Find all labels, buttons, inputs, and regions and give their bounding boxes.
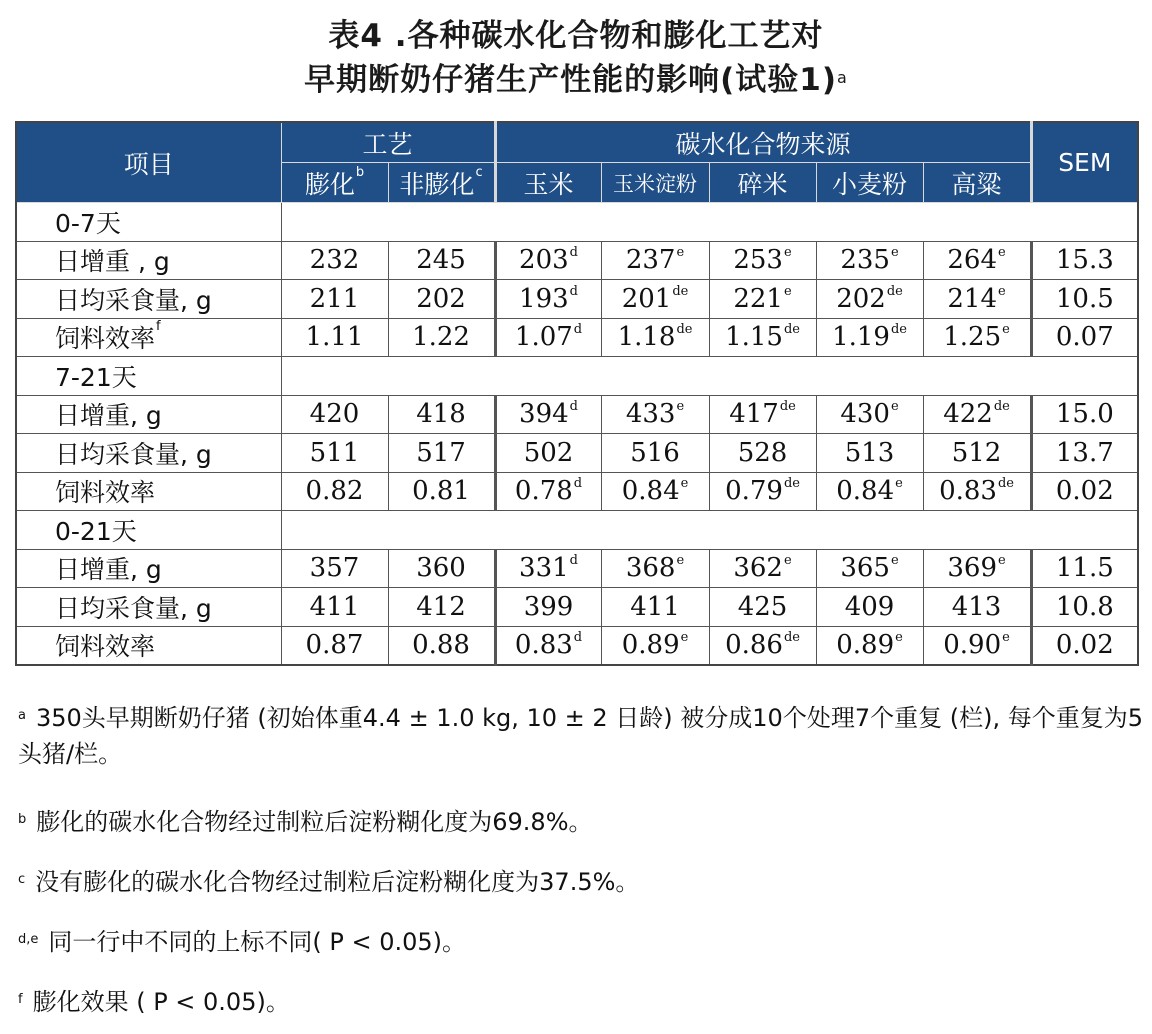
row-label: [16, 280, 281, 319]
cell-value: 0.02: [1055, 476, 1114, 507]
footnote: [18, 924, 466, 960]
table-cell: [1031, 472, 1138, 511]
cell-superscript: e: [890, 245, 899, 261]
row-label-text: 日均采食量, g: [55, 439, 212, 469]
cell-value: 360: [416, 553, 466, 584]
cell-superscript: e: [676, 245, 685, 261]
cell-value: 264: [947, 245, 997, 276]
table-cell: [601, 549, 709, 588]
cell-superscript: d: [569, 245, 578, 261]
header-col-label: 小麦粉: [832, 169, 908, 199]
header-col-6: [816, 163, 923, 203]
row-label: [16, 588, 281, 627]
header-col-label: 碎米: [737, 169, 788, 199]
row-label: [16, 472, 281, 511]
table-cell: [601, 395, 709, 434]
cell-superscript: e: [783, 283, 792, 299]
cell-superscript: e: [676, 399, 685, 415]
table-cell: [816, 549, 923, 588]
cell-value: 1.15: [725, 322, 783, 353]
table-cell: [816, 241, 923, 280]
table-body: [16, 203, 1138, 666]
table-cell: [388, 588, 495, 627]
table-cell: [923, 280, 1031, 319]
table-row: [16, 588, 1138, 627]
footnote-text: 膨化效果 ( P < 0.05)。: [32, 988, 290, 1016]
header-col-label: 高粱: [951, 169, 1002, 199]
cell-value: 202: [836, 283, 886, 314]
cell-value: 430: [840, 399, 890, 430]
cell-value: 203: [519, 245, 569, 276]
table-row: [16, 549, 1138, 588]
cell-value: 221: [733, 283, 783, 314]
table-cell: [709, 434, 816, 473]
section-row: [16, 357, 1138, 396]
cell-value: 502: [523, 437, 574, 468]
title-line-2: [0, 58, 1152, 102]
section-label: 0-21天: [16, 511, 281, 550]
row-label-text: 饲料效率: [55, 632, 156, 662]
title-line-1: 表4 .各种碳水化合物和膨化工艺对: [328, 18, 824, 54]
cell-superscript: e: [676, 553, 685, 569]
cell-value: 513: [844, 437, 895, 468]
cell-superscript: e: [1002, 630, 1010, 646]
cell-value: 0.83: [514, 630, 573, 661]
table-cell: [816, 280, 923, 319]
cell-superscript: d: [569, 553, 578, 569]
table-cell: [709, 318, 816, 357]
table-cell: [709, 626, 816, 665]
cell-superscript: d: [569, 283, 578, 299]
table-cell: [281, 318, 388, 357]
table-row: [16, 434, 1138, 473]
row-label-text: 日增重 , g: [55, 247, 170, 277]
cell-value: 399: [523, 591, 574, 622]
row-label: [16, 626, 281, 665]
header-col-label: 玉米: [523, 169, 574, 199]
cell-value: 511: [309, 437, 360, 468]
row-label-sup: f: [156, 319, 161, 335]
table-cell: [923, 434, 1031, 473]
cell-value: 420: [309, 399, 360, 430]
table-cell: [281, 241, 388, 280]
table-cell: [923, 549, 1031, 588]
table-cell: [816, 395, 923, 434]
cell-value: 0.82: [305, 476, 364, 507]
header-col-sup: b: [355, 164, 365, 180]
cell-value: 232: [309, 245, 360, 276]
table-cell: [923, 318, 1031, 357]
cell-superscript: e: [680, 630, 689, 646]
table-cell: [601, 472, 709, 511]
cell-superscript: de: [993, 399, 1010, 415]
table-cell: [388, 626, 495, 665]
table-cell: [1031, 318, 1138, 357]
cell-superscript: e: [783, 553, 792, 569]
cell-superscript: e: [998, 245, 1006, 261]
cell-value: 516: [630, 437, 680, 468]
footnote: [18, 804, 593, 840]
row-label-text: 饲料效率: [55, 478, 156, 508]
table-cell: [495, 318, 601, 357]
cell-value: 368: [625, 553, 676, 584]
table-cell: [709, 395, 816, 434]
table-cell: [816, 472, 923, 511]
section-filler: [281, 511, 1138, 550]
table-cell: [816, 318, 923, 357]
row-label: [16, 395, 281, 434]
table-cell: [601, 241, 709, 280]
cell-superscript: de: [676, 322, 693, 338]
table-cell: [923, 241, 1031, 280]
header-col-label: 膨化: [304, 169, 355, 199]
footnote-text: 350头早期断奶仔猪 (初始体重4.4 ± 1.0 kg, 10 ± 2 日龄) 被分成10个处理7个重复 (栏), 每个重复为5头猪/栏。: [18, 704, 1143, 768]
table-cell: [601, 280, 709, 319]
cell-value: 412: [416, 591, 466, 622]
performance-table: [15, 121, 1139, 666]
cell-superscript: de: [779, 399, 796, 415]
header-sem: SEM: [1031, 122, 1138, 203]
table-cell: [281, 434, 388, 473]
table-cell: [388, 318, 495, 357]
table-cell: [709, 280, 816, 319]
cell-value: 0.89: [621, 630, 680, 661]
table-cell: [1031, 626, 1138, 665]
cell-value: 369: [947, 553, 997, 584]
footnote-text: 膨化的碳水化合物经过制粒后淀粉糊化度为69.8%。: [36, 808, 593, 836]
table-cell: [923, 472, 1031, 511]
cell-value: 0.88: [412, 630, 470, 661]
header-process: 工艺: [281, 122, 495, 163]
cell-value: 235: [840, 245, 890, 276]
cell-value: 528: [737, 437, 788, 468]
cell-value: 0.87: [305, 630, 364, 661]
row-label-text: 日均采食量, g: [55, 593, 212, 623]
header-col-1: [281, 163, 388, 203]
cell-value: 394: [519, 399, 569, 430]
cell-value: 0.89: [836, 630, 895, 661]
footnote-mark: f: [18, 992, 23, 1007]
table-cell: [601, 588, 709, 627]
cell-value: 193: [519, 283, 569, 314]
footnote-text: 没有膨化的碳水化合物经过制粒后淀粉糊化度为37.5%。: [35, 868, 640, 896]
cell-superscript: e: [1002, 322, 1010, 338]
table-cell: [495, 241, 601, 280]
table-cell: [281, 626, 388, 665]
section-row: [16, 511, 1138, 550]
table-row: [16, 280, 1138, 319]
cell-value: 418: [416, 399, 466, 430]
row-label: [16, 549, 281, 588]
cell-value: 15.3: [1055, 245, 1114, 276]
cell-value: 253: [733, 245, 783, 276]
section-label: 7-21天: [16, 357, 281, 396]
row-label-text: 日增重, g: [55, 401, 162, 431]
header-col-7: [923, 163, 1031, 203]
row-label: [16, 241, 281, 280]
cell-superscript: e: [783, 245, 792, 261]
table-row: [16, 318, 1138, 357]
cell-value: 1.22: [412, 322, 470, 353]
table-cell: [495, 280, 601, 319]
row-label: [16, 434, 281, 473]
footnote-mark: d,e: [18, 932, 39, 947]
cell-value: 1.07: [514, 322, 573, 353]
header-col-3: [495, 163, 601, 203]
table-cell: [281, 280, 388, 319]
table-cell: [388, 434, 495, 473]
cell-value: 214: [947, 283, 997, 314]
cell-superscript: e: [680, 476, 689, 492]
cell-value: 0.79: [725, 476, 783, 507]
header-col-label: 非膨化: [399, 169, 475, 199]
cell-value: 425: [737, 591, 788, 622]
cell-value: 0.84: [836, 476, 895, 507]
table-row: [16, 395, 1138, 434]
cell-value: 0.07: [1055, 322, 1114, 353]
table-cell: [388, 549, 495, 588]
table-row: [16, 472, 1138, 511]
table-cell: [816, 626, 923, 665]
table-cell: [388, 472, 495, 511]
cell-superscript: de: [886, 283, 903, 299]
cell-value: 11.5: [1055, 553, 1114, 584]
cell-value: 0.90: [943, 630, 1002, 661]
table-cell: [923, 626, 1031, 665]
footnote-mark: c: [18, 872, 26, 887]
cell-value: 13.7: [1055, 437, 1114, 468]
cell-superscript: e: [895, 630, 903, 646]
row-label-text: 日增重, g: [55, 555, 162, 585]
cell-value: 331: [519, 553, 569, 584]
cell-value: 512: [951, 437, 1002, 468]
header-carb-source: 碳水化合物来源: [495, 122, 1031, 163]
footnote-text: 同一行中不同的上标不同( P < 0.05)。: [48, 928, 467, 956]
row-label: [16, 318, 281, 357]
header-col-2: [388, 163, 495, 203]
cell-value: 0.81: [412, 476, 470, 507]
table-cell: [388, 241, 495, 280]
table-header: [16, 122, 1138, 203]
footnote-mark: b: [18, 812, 27, 827]
cell-value: 433: [625, 399, 676, 430]
table-cell: [495, 434, 601, 473]
table-cell: [816, 588, 923, 627]
cell-value: 365: [840, 553, 890, 584]
cell-value: 413: [951, 591, 1002, 622]
table-cell: [495, 626, 601, 665]
table-cell: [709, 472, 816, 511]
table-cell: [281, 549, 388, 588]
cell-superscript: de: [672, 283, 689, 299]
cell-value: 357: [309, 553, 360, 584]
table-cell: [1031, 549, 1138, 588]
title-line-2-text: 早期断奶仔猪生产性能的影响(试验1): [304, 62, 838, 98]
footnote: [18, 864, 639, 900]
row-label-text: 饲料效率: [55, 324, 156, 354]
cell-superscript: de: [783, 322, 800, 338]
cell-value: 1.19: [832, 322, 890, 353]
table-title: [0, 14, 1152, 102]
table-cell: [495, 549, 601, 588]
cell-value: 10.8: [1055, 591, 1114, 622]
cell-value: 1.18: [617, 322, 676, 353]
cell-superscript: e: [890, 553, 899, 569]
header-col-4: [601, 163, 709, 203]
table-cell: [1031, 434, 1138, 473]
cell-value: 10.5: [1055, 283, 1114, 314]
cell-superscript: d: [573, 476, 583, 492]
cell-value: 245: [416, 245, 466, 276]
section-label: 0-7天: [16, 203, 281, 242]
table-cell: [709, 241, 816, 280]
table-cell: [281, 588, 388, 627]
cell-value: 0.83: [939, 476, 997, 507]
section-filler: [281, 357, 1138, 396]
table-cell: [601, 434, 709, 473]
header-col-label: 玉米淀粉: [613, 171, 698, 196]
cell-superscript: d: [573, 630, 583, 646]
cell-value: 0.02: [1055, 630, 1114, 661]
cell-value: 0.84: [621, 476, 680, 507]
table-cell: [923, 588, 1031, 627]
cell-superscript: de: [783, 630, 800, 646]
table-cell: [1031, 395, 1138, 434]
cell-value: 409: [844, 591, 895, 622]
section-filler: [281, 203, 1138, 242]
table-cell: [1031, 588, 1138, 627]
table-cell: [495, 395, 601, 434]
cell-superscript: e: [895, 476, 903, 492]
table-cell: [388, 395, 495, 434]
cell-superscript: e: [998, 553, 1006, 569]
table-cell: [1031, 241, 1138, 280]
table-cell: [495, 472, 601, 511]
header-item: 项目: [16, 122, 281, 203]
table-cell: [281, 472, 388, 511]
table-cell: [495, 588, 601, 627]
footnote-mark: a: [18, 708, 26, 723]
cell-value: 0.78: [514, 476, 573, 507]
title-footnote-mark: a: [837, 68, 848, 87]
table-cell: [601, 318, 709, 357]
cell-value: 1.11: [305, 322, 364, 353]
cell-value: 422: [943, 399, 993, 430]
header-col-sup: c: [475, 164, 483, 180]
row-label-text: 日均采食量, g: [55, 285, 212, 315]
cell-superscript: de: [997, 476, 1014, 492]
cell-value: 417: [729, 399, 779, 430]
cell-superscript: e: [998, 283, 1006, 299]
cell-value: 237: [625, 245, 676, 276]
cell-value: 0.86: [725, 630, 783, 661]
cell-value: 517: [416, 437, 466, 468]
cell-superscript: d: [573, 322, 583, 338]
table-row: [16, 241, 1138, 280]
section-row: [16, 203, 1138, 242]
table-cell: [816, 434, 923, 473]
table-cell: [1031, 280, 1138, 319]
cell-value: 411: [309, 591, 360, 622]
header-col-5: [709, 163, 816, 203]
cell-superscript: e: [890, 399, 899, 415]
cell-superscript: de: [783, 476, 800, 492]
table-cell: [709, 588, 816, 627]
cell-superscript: de: [890, 322, 907, 338]
cell-value: 362: [733, 553, 783, 584]
table-cell: [923, 395, 1031, 434]
table-row: [16, 626, 1138, 665]
cell-value: 211: [309, 283, 360, 314]
table-cell: [709, 549, 816, 588]
cell-value: 201: [621, 283, 672, 314]
cell-value: 1.25: [943, 322, 1002, 353]
footnote: [18, 984, 290, 1020]
cell-superscript: d: [569, 399, 578, 415]
table-cell: [281, 395, 388, 434]
table-cell: [388, 280, 495, 319]
cell-value: 202: [416, 283, 466, 314]
table-cell: [601, 626, 709, 665]
footnote: [18, 700, 1143, 772]
cell-value: 15.0: [1055, 399, 1114, 430]
cell-value: 411: [630, 591, 680, 622]
